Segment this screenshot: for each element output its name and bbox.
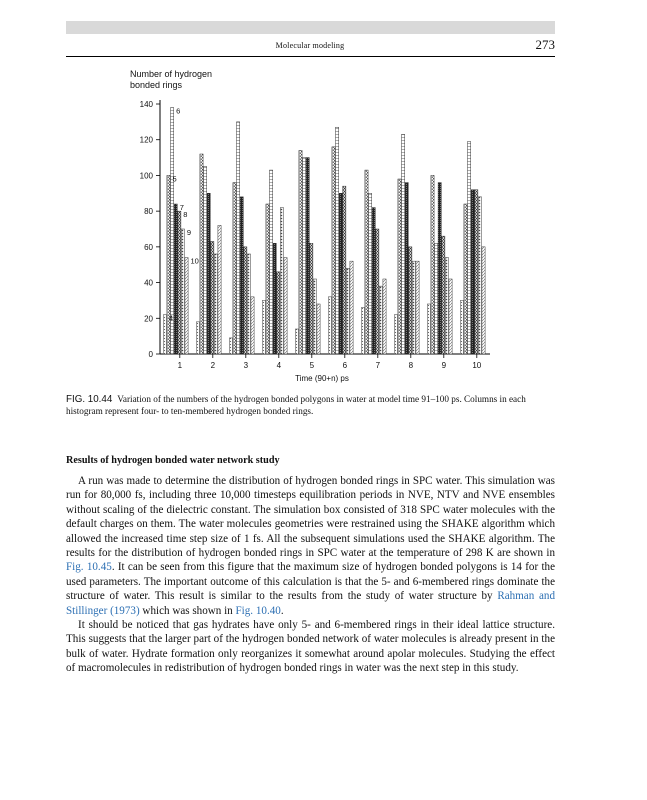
bar-9-t6 (346, 268, 349, 354)
figure-caption (66, 394, 555, 417)
x-tick-label: 10 (472, 361, 482, 370)
x-tick-label: 8 (408, 361, 414, 370)
bar-label-6: 6 (176, 106, 181, 116)
bar-label-9: 9 (186, 228, 192, 237)
bar-6-t5 (303, 158, 306, 354)
bar-10-t1 (185, 258, 188, 354)
bar-4-t8 (394, 315, 397, 354)
bar-8-t10 (475, 190, 478, 354)
bar-10-t8 (416, 261, 419, 354)
bar-7-t1 (174, 204, 177, 354)
bar-4-t2 (196, 322, 199, 354)
bar-9-t3 (247, 254, 250, 354)
figure-caption-label: FIG. 10.44 (66, 394, 113, 405)
bar-10-t5 (317, 304, 320, 354)
figure-caption-text: Variation of the numbers of the hydrogen bonded polygons in water at model time 91–100 ps. Columns in each histogram represent four- to ten-membered hydrogen bonded rings. (66, 394, 526, 416)
y-tick-label: 40 (144, 278, 153, 288)
bar-label-4: 4 (168, 313, 174, 323)
bar-5-t2 (200, 154, 203, 354)
y-axis-label (130, 69, 212, 90)
y-tick-label: 140 (139, 100, 153, 109)
bar-8-t6 (343, 186, 346, 354)
link-fig-10-40[interactable]: Fig. 10.40 (235, 604, 281, 617)
bar-10-t2 (218, 225, 221, 354)
bar-9-t10 (478, 197, 481, 354)
y-tick-label: 120 (139, 135, 153, 145)
x-tick-label: 3 (243, 361, 249, 370)
x-axis-label: Time (90+n) ps (295, 374, 349, 383)
bar-5-t5 (299, 150, 302, 354)
y-tick-label: 80 (144, 207, 153, 217)
bar-10-t9 (449, 279, 452, 354)
bar-9-t1 (181, 229, 184, 354)
header-rule (66, 56, 555, 57)
bar-4-t3 (229, 338, 232, 354)
y-tick-label: 60 (144, 242, 153, 252)
bar-6-t10 (468, 142, 471, 355)
bar-4-t6 (328, 297, 331, 354)
bar-label-8: 8 (183, 210, 188, 220)
bar-5-t9 (431, 175, 434, 354)
bar-7-t4 (273, 243, 276, 354)
page-number: 273 (535, 37, 555, 52)
y-tick-label: 100 (139, 171, 153, 181)
x-tick-label: 1 (177, 361, 183, 370)
bar-9-t4 (280, 208, 283, 354)
bar-8-t1 (178, 211, 181, 354)
x-tick-label: 2 (210, 361, 216, 370)
bar-label-10: 10 (190, 256, 199, 266)
bar-5-t8 (398, 179, 401, 354)
bar-8-t5 (310, 243, 313, 354)
bar-10-t6 (350, 261, 353, 354)
body-text (66, 474, 555, 676)
bar-9-t9 (445, 258, 448, 354)
bar-10-t4 (284, 258, 287, 354)
bar-5-t4 (266, 204, 269, 354)
bar-10-t3 (251, 297, 254, 354)
bar-4-t7 (361, 308, 364, 354)
page-top-band (66, 21, 555, 34)
running-title: Molecular modeling (275, 41, 345, 50)
bar-6-t9 (435, 243, 438, 354)
link-rahman-stillinger[interactable]: Rahman and Stillinger (1973) (66, 590, 556, 617)
bar-5-t6 (332, 147, 335, 354)
x-tick-label: 6 (342, 361, 348, 370)
bar-10-t10 (482, 247, 485, 354)
y-tick-label: 0 (148, 350, 153, 359)
bar-7-t5 (306, 158, 309, 354)
bar-6-t3 (237, 122, 240, 354)
bar-8-t9 (442, 236, 445, 354)
bar-4-t9 (427, 304, 430, 354)
bar-9-t8 (412, 261, 415, 354)
bar-label-7: 7 (179, 203, 184, 212)
bar-7-t3 (240, 197, 243, 354)
ring-histogram-chart (118, 64, 498, 394)
bar-9-t7 (379, 286, 382, 354)
section-heading: Results of hydrogen bonded water network study (66, 455, 280, 466)
x-tick-label: 4 (276, 361, 282, 370)
link-fig-10-45[interactable]: Fig. 10.45 (66, 561, 112, 574)
bar-6-t6 (336, 127, 339, 354)
bar-8-t7 (376, 229, 379, 354)
bar-6-t7 (369, 193, 372, 354)
bar-8-t8 (409, 247, 412, 354)
svg-text:bonded rings: bonded rings (130, 80, 183, 90)
bar-5-t3 (233, 183, 236, 354)
bar-7-t10 (471, 190, 474, 354)
bar-10-t7 (383, 279, 386, 354)
bar-label-5: 5 (172, 174, 177, 184)
bar-7-t2 (207, 193, 210, 354)
bar-4-t5 (295, 329, 298, 354)
bar-5-t7 (365, 170, 368, 354)
bar-7-t9 (438, 183, 441, 354)
bar-6-t4 (270, 170, 273, 354)
bar-7-t6 (339, 193, 342, 354)
bar-8-t2 (211, 242, 214, 355)
x-tick-label: 5 (309, 361, 315, 370)
bar-9-t5 (313, 279, 316, 354)
bar-8-t3 (244, 247, 247, 354)
svg-text:Number of hydrogen: Number of hydrogen (130, 69, 213, 79)
bar-5-t10 (464, 204, 467, 354)
x-tick-label: 9 (441, 361, 447, 370)
y-tick-label: 20 (144, 314, 153, 324)
bar-7-t7 (372, 208, 375, 354)
paragraph-2: It should be noticed that gas hydrates have only 5- and 6-membered rings in their ideal lattice structure. This suggests that the larger part of the hydrogen bonded network of water molecules is already present in the bulk of water. Hydrate formation only reorganizes it somewhat around apolar molecules. Studying the effect of macromolecules in redistribution of hydrogen bonded rings in water was the next step in this study. (66, 619, 555, 675)
bar-7-t8 (405, 183, 408, 354)
bar-4-t1 (163, 315, 166, 354)
bar-8-t4 (277, 272, 280, 354)
paragraph-1: A run was made to determine the distribution of hydrogen bonded rings in SPC water. This simulation was run for 80,000 fs, including three 10,000 timesteps equilibration periods in NVE, NTV and NVE ensembles without scaling of the dielectric constant. The simulation box consisted of 318 SPC water molecules with the default charges on them. The water molecules geometries were restrained using the SHAKE algorithm which allowed the increased time step size of 1 fs. All the subsequent simulations used the SHAKE algorithm. The results for the distribution of hydrogen bonded rings in SPC water at the temperature of 298 K are shown in Fig. 10.45. It can be seen from this figure that the maximum size of hydrogen bonded polygons is 14 for the used parameters. The important outcome of this calculation is that the 5- and 6-membered rings dominate the structure of water. This result is similar to the results from the study of water structure by Rahman and Stillinger (1973) which was shown in Fig. 10.40. (66, 475, 556, 617)
bar-4-t10 (460, 300, 463, 354)
x-tick-label: 7 (375, 361, 381, 370)
bar-6-t8 (402, 134, 405, 354)
bar-9-t2 (214, 254, 217, 354)
bar-6-t2 (204, 167, 207, 355)
bar-4-t4 (262, 300, 265, 354)
bar-5-t1 (167, 175, 170, 354)
